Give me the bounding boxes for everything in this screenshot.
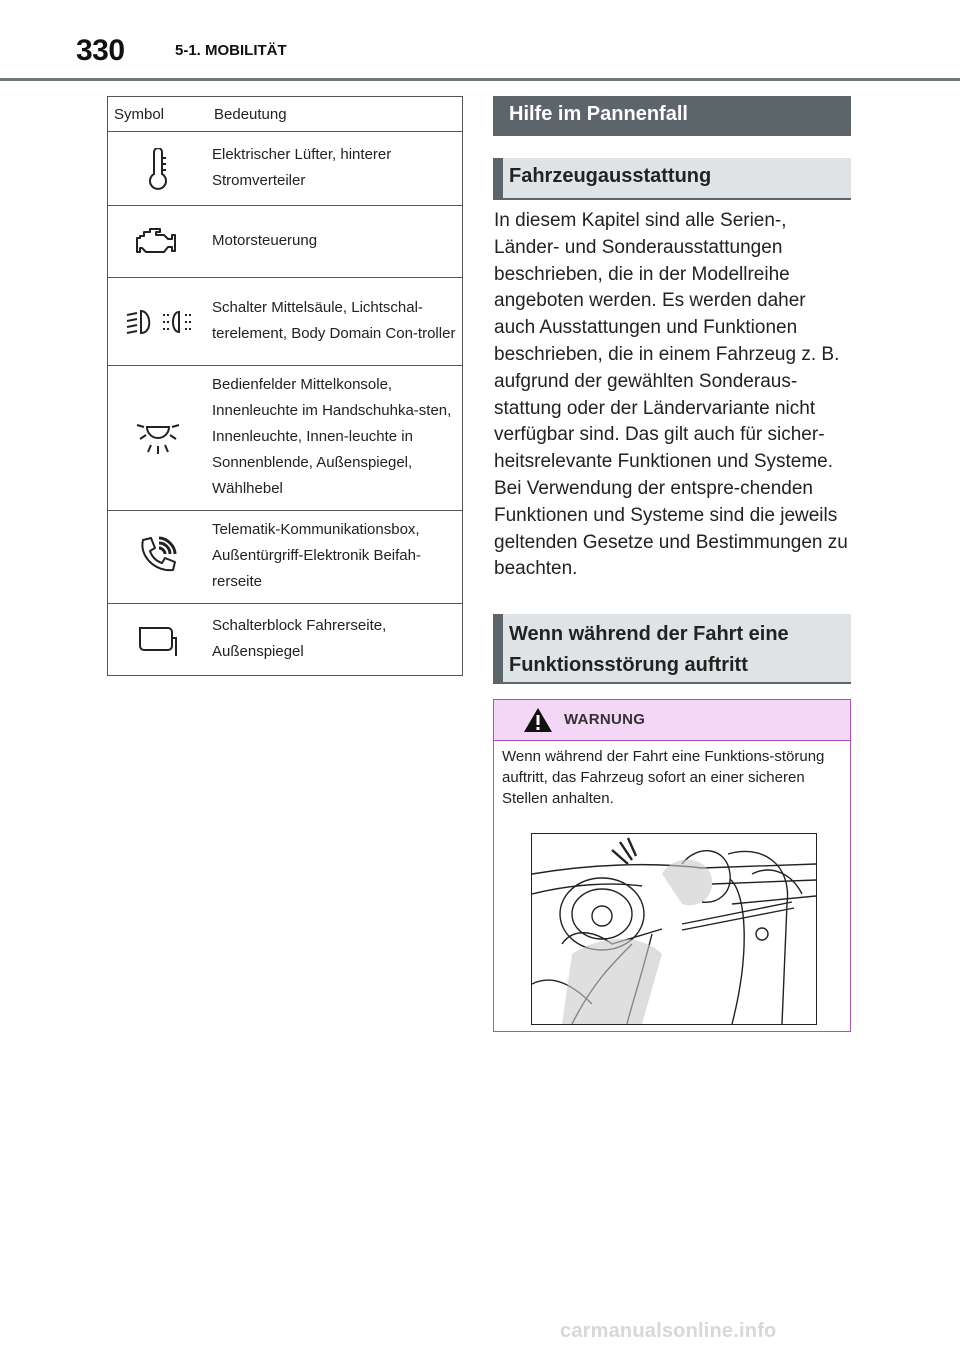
table-row (108, 278, 463, 366)
table-row (108, 511, 463, 604)
subheading-equipment: Fahrzeugausstattung (493, 158, 851, 200)
footer-watermark: carmanualsonline.info (560, 1320, 777, 1342)
section-title: 5-1. MOBILITÄT (175, 42, 287, 59)
interior-light-icon (135, 421, 181, 455)
warning-triangle-icon (523, 707, 553, 733)
column-header-meaning: Bedeutung (208, 97, 463, 132)
phone-icon (135, 534, 181, 580)
symbol-cell (108, 278, 209, 366)
symbol-cell (108, 366, 209, 511)
warning-box (493, 699, 851, 1032)
meaning-cell: Motorsteuerung (208, 206, 463, 278)
warning-text: Wenn während der Fahrt eine Funktions-störung auftritt, das Fahrzeug sofort an einer sicheren Stellen anhalten. (502, 748, 825, 807)
header-divider (0, 78, 960, 81)
engine-icon (134, 226, 182, 258)
driver-illustration-image (532, 834, 816, 1024)
symbol-table (107, 96, 463, 676)
headlight-icon (123, 307, 193, 337)
symbol-cell (108, 206, 209, 278)
symbol-cell (108, 604, 209, 676)
mirror-icon (136, 622, 180, 658)
symbol-cell (108, 132, 209, 206)
thermometer-icon (148, 148, 168, 190)
meaning-cell: Schalter Mittelsäule, Lichtschal-terelement, Body Domain Con-troller (208, 278, 463, 366)
table-row (108, 132, 463, 206)
body-paragraph: In diesem Kapitel sind alle Serien-, Länder- und Sonderausstattungen beschrieben, die in der Modellreihe angeboten werden. Es werden daher auch Ausstattungen und Funktionen beschrieben, die in einem Fahrzeug z. B. aufgrund der gewählten Sonderaus-stattung oder der Ländervariante nicht verfügbar sind. Das gilt auch für sicher-heitsrelevante Funktionen und Systeme. Bei Verwendung der entspre-chenden Funktionen und Systeme sind die jeweils geltenden Gesetze und Bestimmungen zu beachten. (494, 210, 848, 580)
table-row (108, 366, 463, 511)
subheading-malfunction: Wenn während der Fahrt eine Funktionsstörung auftritt (493, 614, 851, 684)
meaning-cell: Telematik-Kommunikationsbox, Außentürgriff-Elektronik Beifah-rerseite (208, 511, 463, 604)
column-header-symbol: Symbol (108, 97, 209, 132)
page-number: 330 (76, 34, 125, 67)
warning-header (494, 700, 850, 741)
table-row (108, 604, 463, 676)
warning-label: WARNUNG (564, 711, 646, 728)
table-header-row (108, 97, 463, 132)
symbol-cell (108, 511, 209, 604)
driver-stopping-illustration (531, 833, 817, 1025)
page-header (0, 0, 960, 80)
meaning-cell: Elektrischer Lüfter, hinterer Stromverteiler (208, 132, 463, 206)
table-row (108, 206, 463, 278)
chapter-banner: Hilfe im Pannenfall (493, 96, 851, 136)
meaning-cell: Bedienfelder Mittelkonsole, Innenleuchte im Handschuhka-sten, Innenleuchte, Innen-leuchte in Sonnenblende, Außenspiegel, Wählhebel (208, 366, 463, 511)
meaning-cell: Schalterblock Fahrerseite, Außenspiegel (208, 604, 463, 676)
